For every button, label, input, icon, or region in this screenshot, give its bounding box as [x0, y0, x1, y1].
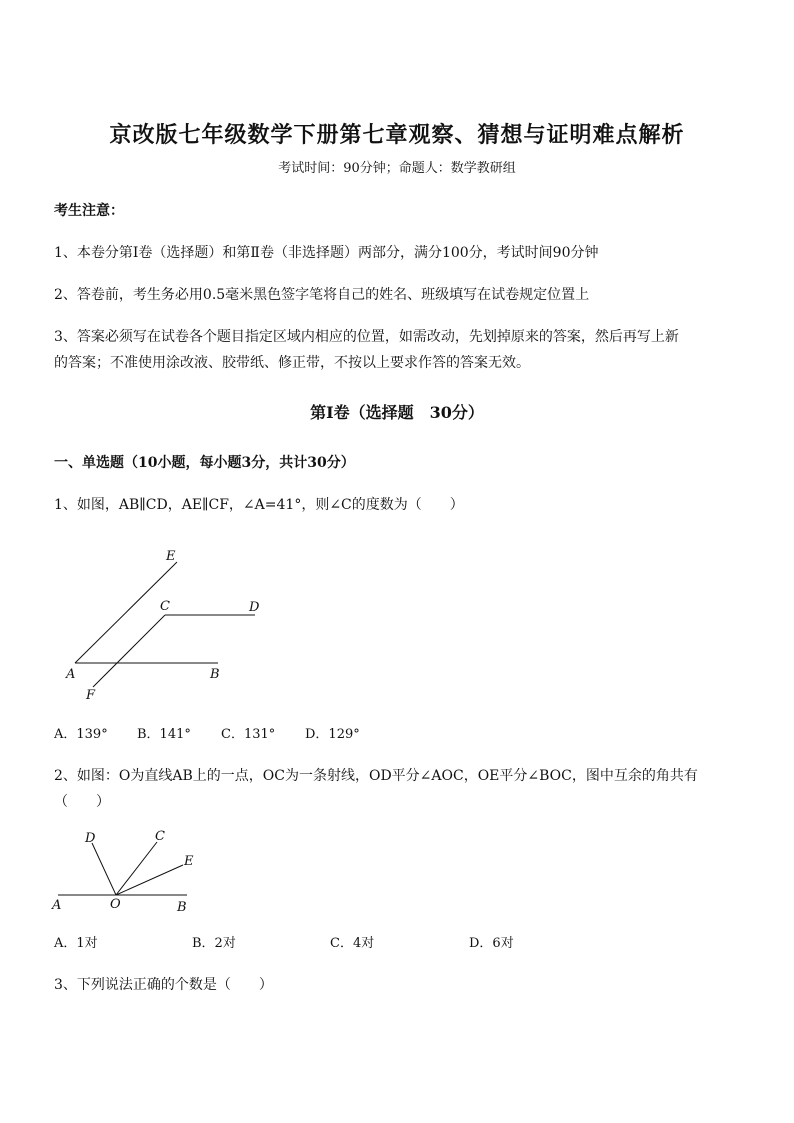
notice-item-3: 3、答案必须写在试卷各个题目指定区域内相应的位置，如需改动，先划掉原来的答案，然后再写上新 [54, 329, 679, 345]
label-d: D [85, 831, 96, 846]
ray-oe [116, 865, 183, 895]
label-a: A [52, 898, 62, 913]
q1-option-d[interactable]: D．129° [305, 727, 360, 742]
label-c: C [160, 599, 170, 614]
line-cf [93, 615, 165, 687]
label-e: E [184, 854, 194, 869]
ray-od [92, 843, 116, 895]
q1-option-a[interactable]: A．139° [54, 727, 108, 742]
label-b: B [210, 667, 220, 682]
notice-item-2: 2、答卷前，考生务必用0.5毫米黑色签字笔将自己的姓名、班级填写在试卷规定位置上 [54, 287, 590, 303]
part-heading: 一、单选题（10小题，每小题3分，共计30分） [54, 455, 355, 471]
q2-option-d[interactable]: D．6对 [469, 936, 514, 951]
q1-option-c[interactable]: C．131° [221, 727, 276, 742]
question-2-figure [50, 825, 200, 920]
label-a: A [66, 667, 76, 682]
label-e: E [166, 549, 176, 564]
notice-item-3-cont: 的答案；不准使用涂改液、胶带纸、修正带，不按以上要求作答的答案无效。 [54, 355, 530, 371]
label-b: B [177, 900, 187, 915]
label-d: D [249, 600, 260, 615]
question-1-text: 1、如图，AB∥CD，AE∥CF，∠A=41°，则∠C的度数为（ ） [54, 497, 464, 513]
q2-option-c[interactable]: C．4对 [330, 936, 375, 951]
question-1-figure [50, 540, 290, 710]
section-title: 第Ⅰ卷（选择题 30分） [310, 403, 484, 422]
label-c: C [155, 829, 165, 844]
question-2-text-cont: （ ） [54, 794, 110, 810]
page-title: 京改版七年级数学下册第七章观察、猜想与证明难点解析 [109, 122, 685, 148]
notice-item-1: 1、本卷分第Ⅰ卷（选择题）和第Ⅱ卷（非选择题）两部分，满分100分，考试时间90分钟 [54, 245, 599, 261]
label-f: F [86, 688, 96, 703]
ray-oc [116, 842, 157, 895]
question-3-text: 3、下列说法正确的个数是（ ） [54, 977, 273, 993]
label-o: O [110, 897, 121, 912]
notice-heading: 考生注意： [54, 203, 124, 219]
q1-option-b[interactable]: B．141° [137, 727, 191, 742]
q2-option-b[interactable]: B．2对 [192, 936, 236, 951]
exam-info: 考试时间：90分钟；命题人：数学教研组 [278, 161, 516, 176]
q2-option-a[interactable]: A．1对 [54, 936, 98, 951]
question-2-text: 2、如图：O为直线AB上的一点，OC为一条射线，OD平分∠AOC，OE平分∠BOC，图中互余的角共有 [54, 768, 698, 784]
